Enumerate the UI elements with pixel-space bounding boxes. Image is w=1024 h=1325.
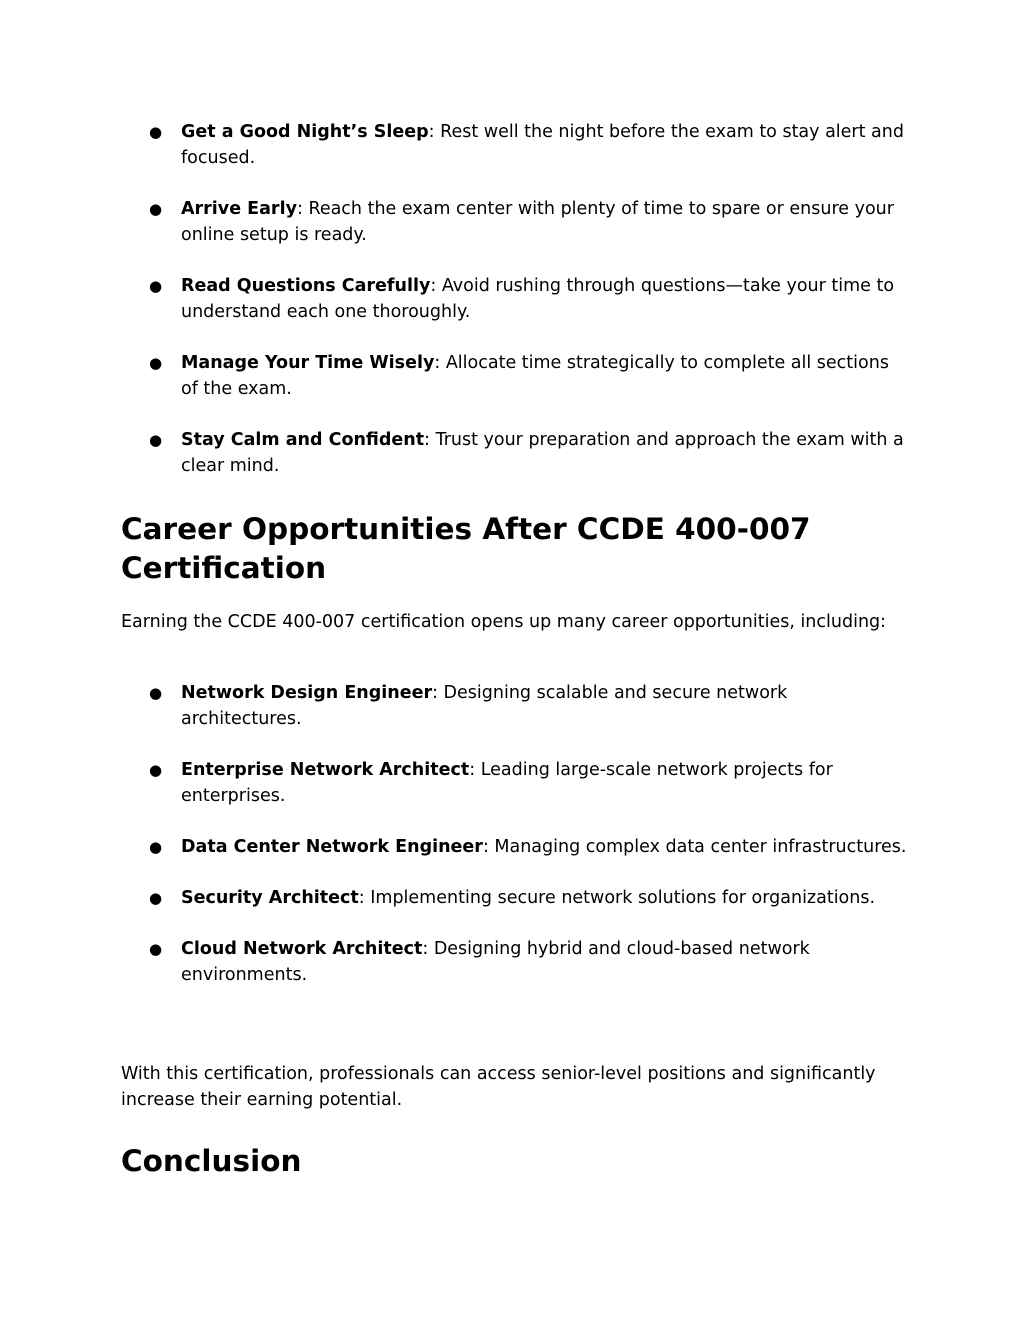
bullet-icon: ● — [149, 123, 163, 141]
bullet-icon: ● — [149, 431, 163, 449]
list-item — [121, 936, 911, 988]
list-item — [121, 834, 911, 860]
bullet-icon: ● — [149, 889, 163, 907]
bullet-icon: ● — [149, 940, 163, 958]
bullet-icon: ● — [149, 838, 163, 856]
bullet-icon: ● — [149, 761, 163, 779]
item-description: : Leading large-scale network projects for enterprises. — [181, 760, 833, 806]
item-description: : Implementing secure network solutions for organizations. — [358, 888, 876, 908]
list-item — [121, 273, 911, 325]
item-term: Data Center Network Engineer — [181, 837, 483, 857]
item-description: : Avoid rushing through questions—take your time to understand each one thoroughly. — [181, 276, 895, 322]
item-term: Network Design Engineer — [181, 683, 433, 703]
item-term: Cloud Network Architect — [181, 939, 423, 959]
bullet-icon: ● — [149, 200, 163, 218]
list-item — [121, 427, 911, 479]
career-roles-list — [121, 680, 911, 988]
item-description: : Managing complex data center infrastructures. — [482, 837, 907, 857]
section-heading-conclusion: Conclusion — [121, 1144, 302, 1178]
item-term: Stay Calm and Confident — [181, 430, 425, 450]
list-item — [121, 680, 911, 732]
item-term: Read Questions Carefully — [181, 276, 431, 296]
exam-tips-list — [121, 119, 911, 479]
item-description: : Trust your preparation and approach the exam with a clear mind. — [181, 430, 904, 476]
item-description: : Designing scalable and secure network architectures. — [181, 683, 788, 729]
career-outro-paragraph: With this certification, professionals can access senior-level positions and significantly increase their earning potential. — [121, 1064, 876, 1110]
section-heading-career: Career Opportunities After CCDE 400-007 Certification — [121, 512, 811, 585]
bullet-icon: ● — [149, 277, 163, 295]
item-term: Manage Your Time Wisely — [181, 353, 435, 373]
list-item — [121, 119, 911, 171]
item-description: : Designing hybrid and cloud-based network environments. — [181, 939, 810, 985]
bullet-icon: ● — [149, 684, 163, 702]
list-item — [121, 196, 911, 248]
item-term: Arrive Early — [181, 199, 297, 219]
career-intro-paragraph: Earning the CCDE 400-007 certification opens up many career opportunities, including: — [121, 612, 887, 632]
item-term: Security Architect — [181, 888, 359, 908]
list-item — [121, 885, 911, 911]
item-description: : Rest well the night before the exam to stay alert and focused. — [181, 122, 904, 168]
bullet-icon: ● — [149, 354, 163, 372]
item-term: Get a Good Night’s Sleep — [181, 122, 429, 142]
item-description: : Allocate time strategically to complete all sections of the exam. — [181, 353, 889, 399]
item-description: : Reach the exam center with plenty of time to spare or ensure your online setup is ready. — [181, 199, 894, 245]
item-term: Enterprise Network Architect — [181, 760, 470, 780]
list-item — [121, 350, 911, 402]
list-item — [121, 757, 911, 809]
